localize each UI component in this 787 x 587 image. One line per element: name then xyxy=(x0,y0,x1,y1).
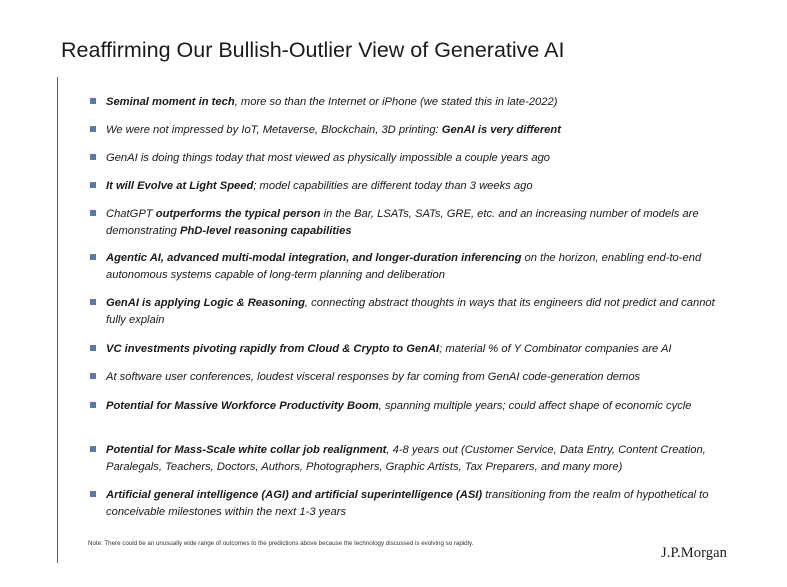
jpmorgan-logo: J.P.Morgan xyxy=(661,545,727,561)
square-bullet-icon xyxy=(90,98,96,104)
square-bullet-icon xyxy=(90,210,96,216)
bullet-item xyxy=(90,369,730,386)
left-vertical-rule xyxy=(57,77,58,563)
bullet-item xyxy=(90,398,730,415)
square-bullet-icon xyxy=(90,345,96,351)
bullet-item xyxy=(90,250,730,284)
square-bullet-icon xyxy=(90,254,96,260)
bullet-item xyxy=(90,442,730,476)
square-bullet-icon xyxy=(90,182,96,188)
square-bullet-icon xyxy=(90,402,96,408)
bullet-text: GenAI is applying Logic & Reasoning, connecting abstract thoughts in ways that its engineers did not predict and cannot fully explain xyxy=(106,297,715,326)
bullet-item xyxy=(90,487,730,521)
square-bullet-icon xyxy=(90,126,96,132)
bullet-item xyxy=(90,150,730,167)
bullet-text: Seminal moment in tech, more so than the Internet or iPhone (we stated this in late-2022) xyxy=(106,96,558,108)
square-bullet-icon xyxy=(90,299,96,305)
bullet-text: It will Evolve at Light Speed; model capabilities are different today than 3 weeks ago xyxy=(106,180,533,192)
square-bullet-icon xyxy=(90,373,96,379)
bullet-item xyxy=(90,206,730,240)
bullet-item xyxy=(90,122,730,139)
bullet-text: We were not impressed by IoT, Metaverse, Blockchain, 3D printing: GenAI is very different xyxy=(106,124,561,136)
bullet-text: VC investments pivoting rapidly from Cloud & Crypto to GenAI; material % of Y Combinator companies are AI xyxy=(106,343,672,355)
bullet-text: Artificial general intelligence (AGI) and artificial superintelligence (ASI) transitioning from the realm of hypothetical to conceivable milestones within the next 1-3 years xyxy=(106,489,709,518)
bullet-text: GenAI is doing things today that most viewed as physically impossible a couple years ago xyxy=(106,152,551,164)
bullet-text: Potential for Mass-Scale white collar job realignment, 4-8 years out (Customer Service, Data Entry, Content Creation, Paralegals, Teachers, Doctors, Authors, Photographers, Graphic Artists, Tax Preparers, and many more) xyxy=(106,444,706,473)
bullet-text: At software user conferences, loudest visceral responses by far coming from GenAI code-generation demos xyxy=(106,371,641,383)
page-title: Reaffirming Our Bullish-Outlier View of Generative AI xyxy=(61,38,565,62)
bullet-item xyxy=(90,295,730,329)
bullet-text: Potential for Massive Workforce Productivity Boom, spanning multiple years; could affect shape of economic cycle xyxy=(106,400,692,412)
bullet-item xyxy=(90,341,730,358)
square-bullet-icon xyxy=(90,446,96,452)
bullet-text: Agentic AI, advanced multi-modal integration, and longer-duration inferencing on the horizon, enabling end-to-end autonomous systems capable of long-term planning and deliberation xyxy=(106,252,702,281)
bullet-text: ChatGPT outperforms the typical person in the Bar, LSATs, SATs, GRE, etc. and an increasing number of models are demonstrating PhD-level reasoning capabilities xyxy=(106,208,699,237)
square-bullet-icon xyxy=(90,154,96,160)
footnote: Note: There could be an unusually wide range of outcomes to the predictions above because the technology discussed is evolving so rapidly. xyxy=(88,540,474,547)
bullet-item xyxy=(90,178,730,195)
square-bullet-icon xyxy=(90,491,96,497)
bullet-item xyxy=(90,94,730,111)
